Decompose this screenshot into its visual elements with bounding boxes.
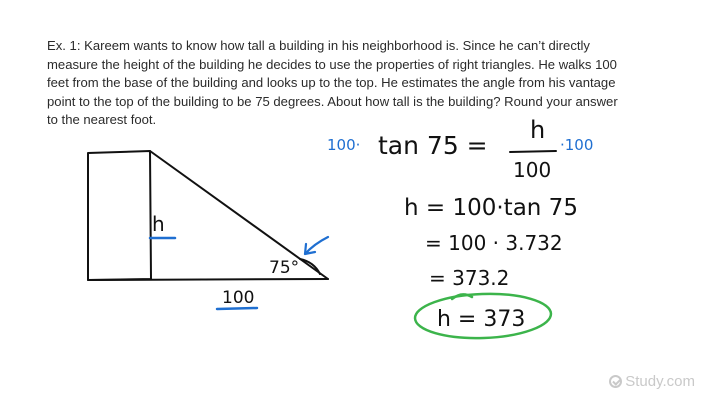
solution-step-2: = 100 · 3.732 (425, 231, 563, 255)
problem-line: to the nearest foot. (47, 112, 157, 128)
left-multiplier: 100· (327, 136, 361, 154)
base-label: 100 (222, 288, 255, 308)
base-underline (217, 308, 257, 309)
building-outline (88, 151, 151, 280)
problem-line: Ex. 1: Kareem wants to know how tall a building in his neighborhood is. Since he can’t directly (47, 38, 590, 53)
right-multiplier: ·100 (560, 136, 594, 154)
solution-step-1: h = 100·tan 75 (404, 195, 578, 221)
ground-line (88, 279, 328, 280)
problem-line: point to the top of the building to be 75 degrees. About how tall is the building? Round your answer (47, 93, 618, 109)
angle-label: 75° (269, 258, 300, 278)
fraction-denominator: 100 (513, 158, 552, 182)
angle-arrow-icon (305, 237, 328, 254)
study-logo-icon (609, 375, 622, 388)
problem-line: feet from the base of the building and looks up to the top. He estimates the angle from his vantage (47, 75, 616, 91)
watermark (609, 373, 695, 390)
watermark-text: Study.com (625, 373, 695, 390)
fraction-numerator: h (530, 116, 546, 144)
final-answer: h = 373 (437, 307, 526, 332)
solution-step-3: = 373.2 (429, 266, 510, 290)
height-label: h (152, 212, 165, 236)
problem-line: measure the height of the building he decides to use the properties of right triangles. He walks 100 (47, 56, 617, 72)
tan-equation: tan 75 = (378, 131, 488, 160)
fraction-bar (510, 151, 556, 152)
